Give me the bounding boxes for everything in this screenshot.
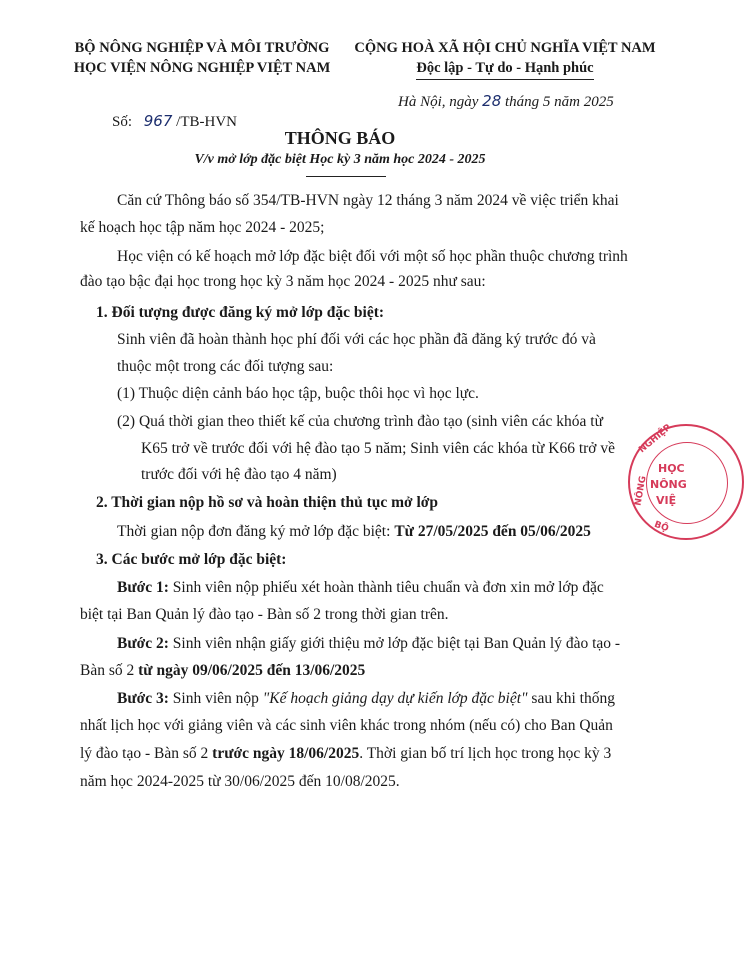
list-item: (2) Quá thời gian theo thiết kế của chương trình đào tạo (sinh viên các khóa từ	[117, 413, 603, 430]
subject-underline	[306, 176, 386, 177]
doc-number-handwritten: 967	[143, 112, 173, 130]
paragraph-line: nhất lịch học với giảng viên và các sinh viên khác trong nhóm (nếu có) cho Ban Quản	[80, 717, 613, 734]
step-3	[117, 687, 615, 711]
step-1-label: Bước 1:	[117, 579, 169, 596]
doc-number-label: Số:	[112, 114, 133, 130]
step-2-dates: từ ngày 09/06/2025 đến 13/06/2025	[138, 662, 366, 679]
step-3-text: sau khi thống	[527, 690, 615, 707]
country-name: CỘNG HOÀ XÃ HỘI CHỦ NGHĨA VIỆT NAM	[354, 40, 656, 56]
paragraph-line: Căn cứ Thông báo số 354/TB-HVN ngày 12 tháng 3 năm 2024 về việc triển khai	[117, 192, 619, 209]
step-2-continuation	[80, 659, 365, 683]
issuer-block	[62, 38, 342, 78]
official-seal	[628, 424, 744, 540]
seal-text: VIỆ	[656, 494, 677, 507]
seal-text: HỌC	[658, 462, 685, 475]
date-suffix: tháng 5 năm 2025	[505, 94, 614, 110]
paragraph-line: thuộc một trong các đối tượng sau:	[117, 358, 334, 375]
seal-arc-text: BỘ	[652, 519, 670, 535]
paragraph-line: Sinh viên đã hoàn thành học phí đối với các học phần đã đăng ký trước đó và	[117, 331, 596, 348]
section-heading-3: 3. Các bước mở lớp đặc biệt:	[96, 551, 287, 568]
registration-period	[117, 520, 591, 544]
step-1	[117, 576, 604, 600]
step-2-text: Bàn số 2	[80, 662, 139, 679]
step-2-text: Sinh viên nhận giấy giới thiệu mở lớp đặc biệt tại Ban Quản lý đào tạo -	[168, 635, 621, 652]
step-3-continuation	[80, 742, 611, 766]
step-2-label: Bước 2:	[117, 635, 169, 652]
seal-arc-text: NGHIỆP	[637, 422, 674, 456]
step-3-text: . Thời gian bố trí lịch học trong học kỳ 3	[359, 745, 612, 762]
national-heading	[345, 38, 665, 80]
registration-period-label: Thời gian nộp đơn đăng ký mở lớp đặc biệt:	[117, 523, 395, 540]
document-subject: V/v mở lớp đặc biệt Học kỳ 3 năm học 2024 - 2025	[194, 152, 486, 167]
paragraph-line: năm học 2024-2025 từ 30/06/2025 đến 10/08/2025.	[80, 773, 400, 790]
list-item: (1) Thuộc diện cảnh báo học tập, buộc thôi học vì học lực.	[117, 385, 479, 402]
step-3-deadline: trước ngày 18/06/2025	[212, 745, 360, 762]
step-3-form-name: "Kế hoạch giảng dạy dự kiến lớp đặc biệt"	[262, 690, 528, 707]
step-1-text: Sinh viên nộp phiếu xét hoàn thành tiêu chuẩn và đơn xin mở lớp đặc	[168, 579, 604, 596]
issue-date	[398, 92, 614, 111]
date-prefix: Hà Nội, ngày	[398, 94, 479, 110]
list-item-continuation: trước đối với hệ đào tạo 4 năm)	[141, 466, 337, 483]
registration-period-dates: Từ 27/05/2025 đến 05/06/2025	[394, 523, 591, 540]
national-motto: Độc lập - Tự do - Hạnh phúc	[416, 58, 593, 80]
academy-name: HỌC VIỆN NÔNG NGHIỆP VIỆT NAM	[73, 60, 331, 76]
ministry-name: BỘ NÔNG NGHIỆP VÀ MÔI TRƯỜNG	[74, 40, 330, 56]
section-heading-2: 2. Thời gian nộp hồ sơ và hoàn thiện thủ tục mở lớp	[96, 494, 438, 511]
paragraph-line: biệt tại Ban Quản lý đào tạo - Bàn số 2 trong thời gian trên.	[80, 606, 449, 623]
step-2	[117, 632, 620, 656]
step-3-label: Bước 3:	[117, 690, 169, 707]
document-title: THÔNG BÁO	[284, 128, 396, 148]
list-item-continuation: K65 trở về trước đối với hệ đào tạo 5 năm; Sinh viên các khóa từ K66 trở về	[141, 440, 616, 457]
step-3-text: Sinh viên nộp	[168, 690, 263, 707]
paragraph-line: đào tạo bậc đại học trong học kỳ 3 năm học 2024 - 2025 như sau:	[80, 273, 486, 290]
date-day: 28	[482, 92, 502, 110]
section-heading-1: 1. Đối tượng được đăng ký mở lớp đặc biệt:	[96, 304, 385, 321]
step-3-text: lý đào tạo - Bàn số 2	[80, 745, 213, 762]
doc-number-code: /TB-HVN	[176, 114, 237, 130]
seal-arc-text: NÔNG	[633, 475, 649, 507]
paragraph-line: Học viện có kế hoạch mở lớp đặc biệt đối với một số học phần thuộc chương trình	[117, 248, 628, 265]
paragraph-line: kế hoạch học tập năm học 2024 - 2025;	[80, 219, 325, 236]
seal-text: NÔNG	[650, 478, 687, 491]
